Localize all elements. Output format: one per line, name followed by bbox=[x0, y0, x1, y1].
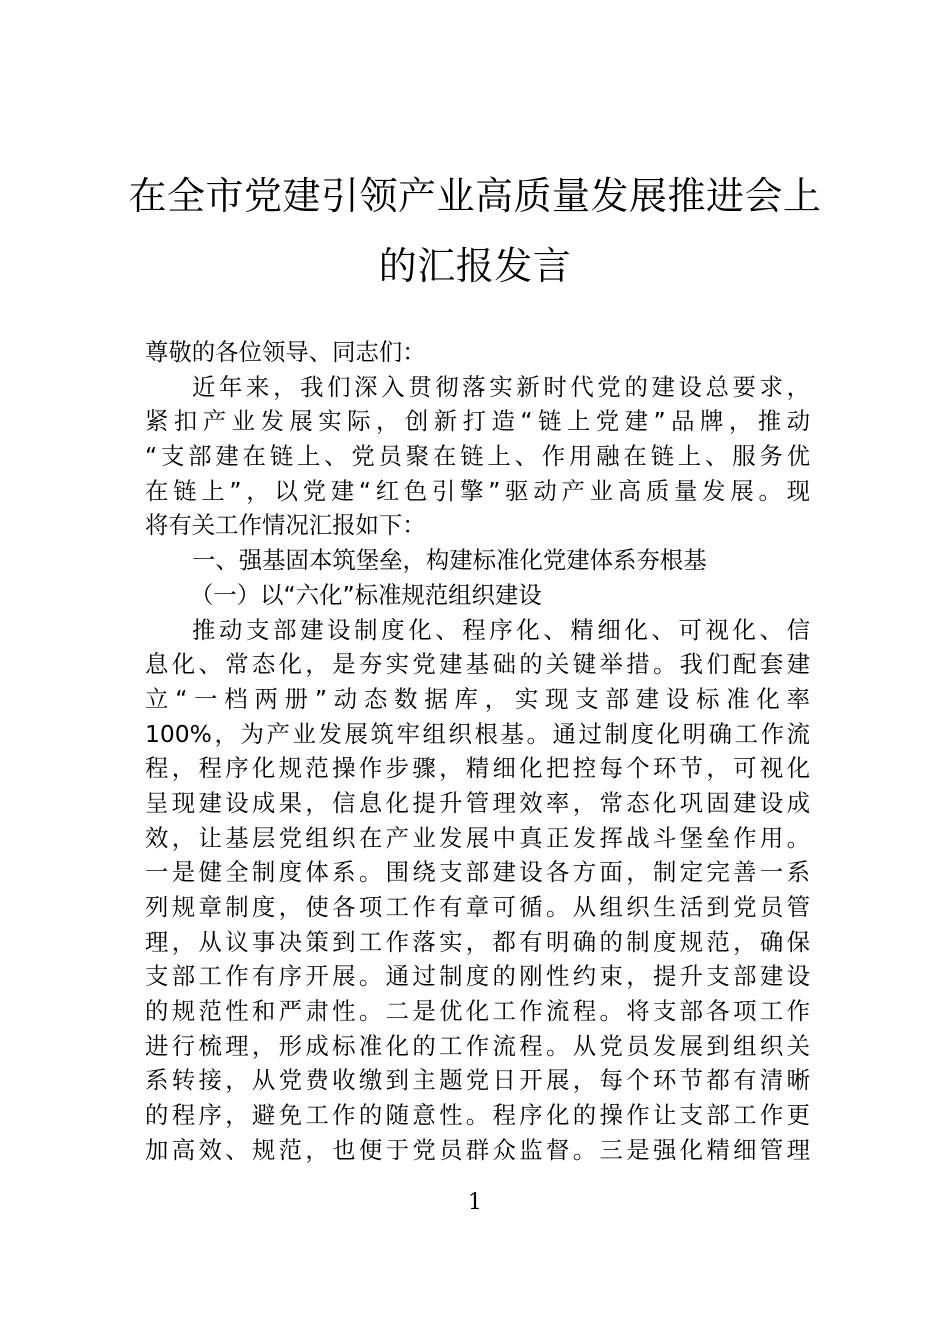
paragraph-line: 系转接，从党费收缴到主题党日开展，每个环节都有清晰 bbox=[145, 1066, 810, 1095]
intro-line: 近年来，我们深入贯彻落实新时代党的建设总要求， bbox=[192, 372, 810, 401]
salutation: 尊敬的各位领导、同志们： bbox=[145, 338, 426, 366]
paragraph-line: 列规章制度，使各项工作有章可循。从组织生活到党员管 bbox=[145, 893, 810, 921]
paragraph-line: 的程序，避免工作的随意性。程序化的操作让支部工作更 bbox=[145, 1101, 810, 1130]
paragraph-line: 推动支部建设制度化、程序化、精细化、可视化、信 bbox=[192, 615, 810, 644]
section-heading: 一、强基固本筑堡垒，构建标准化党建体系夯根基 bbox=[192, 546, 707, 575]
paragraph-line: 效，让基层党组织在产业发展中真正发挥战斗堡垒作用。 bbox=[145, 823, 810, 852]
paragraph-line: 100%，为产业发展筑牢组织根基。通过制度化明确工作流 bbox=[145, 719, 810, 748]
paragraph-line: 一是健全制度体系。围绕支部建设各方面，制定完善一系 bbox=[145, 858, 810, 887]
document-title-line-2: 的汇报发言 bbox=[378, 244, 572, 288]
document-title-line-1: 在全市党建引领产业高质量发展推进会上 bbox=[128, 174, 822, 218]
intro-line: 紧扣产业发展实际，创新打造“链上党建”品牌，推动 bbox=[145, 407, 810, 436]
paragraph-line: 进行梳理，形成标准化的工作流程。从党员发展到组织关 bbox=[145, 1031, 810, 1060]
document-body bbox=[145, 335, 810, 1168]
intro-line: 将有关工作情况汇报如下： bbox=[145, 511, 426, 540]
page-number: 1 bbox=[468, 1190, 482, 1215]
paragraph-line: 息化、常态化，是夯实党建基础的关键举措。我们配套建 bbox=[145, 650, 810, 679]
intro-line: “支部建在链上、党员聚在链上、作用融在链上、服务优 bbox=[145, 442, 810, 471]
intro-line: 在链上”，以党建“红色引擎”驱动产业高质量发展。现 bbox=[145, 476, 810, 505]
paragraph-line: 程，程序化规范操作步骤，精细化把控每个环节，可视化 bbox=[145, 754, 810, 783]
paragraph-line: 立“一档两册”动态数据库，实现支部建设标准化率 bbox=[145, 684, 810, 713]
paragraph-line: 呈现建设成果，信息化提升管理效率，常态化巩固建设成 bbox=[145, 788, 810, 817]
paragraph-line: 加高效、规范，也便于党员群众监督。三是强化精细管理 bbox=[145, 1135, 810, 1164]
subsection-heading: （一）以“六化”标准规范组织建设 bbox=[190, 580, 542, 609]
paragraph-line: 的规范性和严肃性。二是优化工作流程。将支部各项工作 bbox=[145, 997, 810, 1026]
paragraph-line: 支部工作有序开展。通过制度的刚性约束，提升支部建设 bbox=[145, 962, 810, 991]
paragraph-line: 理，从议事决策到工作落实，都有明确的制度规范，确保 bbox=[145, 927, 810, 956]
